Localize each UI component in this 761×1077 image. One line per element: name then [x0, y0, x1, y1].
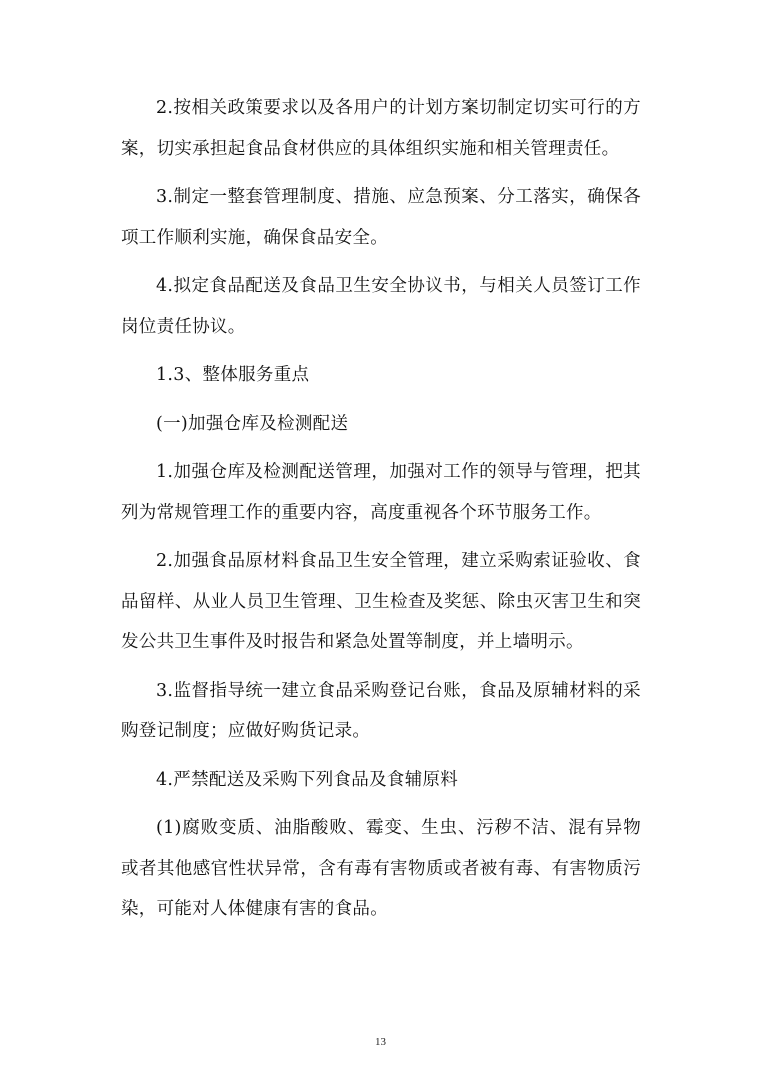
paragraph-prohibited-items: 4.严禁配送及采购下列食品及食辅原料 — [156, 769, 459, 790]
section-heading-service-focus: 1.3、整体服务重点 — [156, 365, 310, 385]
page-number: 13 — [375, 1036, 386, 1048]
paragraph-safety-agreement: 4.拟定食品配送及食品卫生安全协议书，与相关人员签订工作岗位责任协议。 — [121, 276, 641, 337]
paragraph-hygiene-management: 2.加强食品原材料食品卫生安全管理，建立采购索证验收、食品留样、从业人员卫生管理、卫生检查及奖惩、除虫灭害卫生和突发公共卫生事件及时报告和紧急处置等制度，并上墙明示。 — [121, 551, 641, 652]
paragraph-purchase-ledger: 3.监督指导统一建立食品采购登记台账，食品及原辅材料的采购登记制度；应做好购货记录。 — [121, 680, 641, 741]
body-text — [121, 88, 641, 930]
paragraph-plan-scheme: 2.按相关政策要求以及各用户的计划方案切制定切实可行的方案，切实承担起食品食材供应的具体组织实施和相关管理责任。 — [121, 98, 641, 159]
subsection-heading-warehouse: (一)加强仓库及检测配送 — [156, 413, 349, 434]
paragraph-warehouse-management: 1.加强仓库及检测配送管理，加强对工作的领导与管理，把其列为常规管理工作的重要内容，高度重视各个环节服务工作。 — [121, 462, 641, 523]
paragraph-spoiled-food: (1)腐败变质、油脂酸败、霉变、生虫、污秽不洁、混有异物或者其他感官性状异常，含有毒有害物质或者被有毒、有害物质污染，可能对人体健康有害的食品。 — [121, 818, 641, 919]
paragraph-management-system: 3.制定一整套管理制度、措施、应急预案、分工落实，确保各项工作顺利实施，确保食品安全。 — [121, 187, 641, 248]
